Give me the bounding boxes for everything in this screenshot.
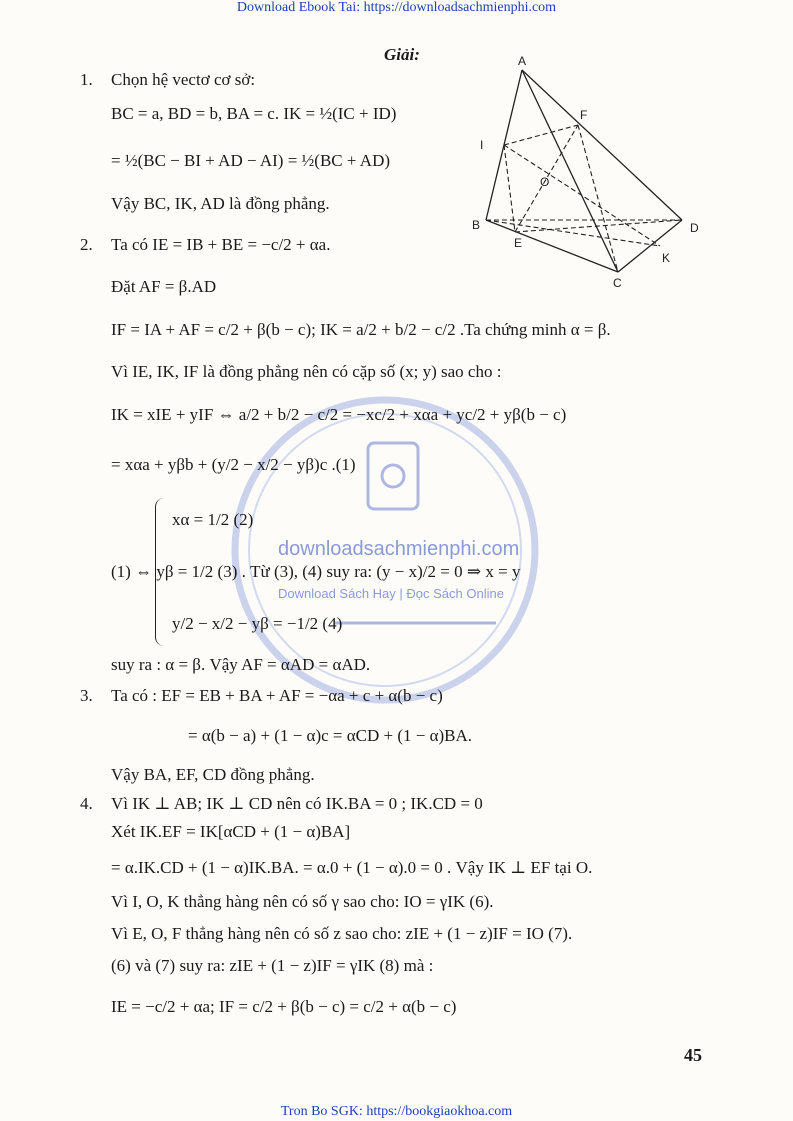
figure-label-d: D xyxy=(690,221,699,235)
solution-line: Ta có IE = IB + BE = −c/2 + αa. xyxy=(111,235,331,254)
item-number-2: 2. xyxy=(80,235,93,254)
figure-label-e: E xyxy=(514,236,523,250)
solution-line: Vậy BC, IK, AD là đồng phẳng. xyxy=(111,194,330,213)
solution-line: y/2 − x/2 − yβ = −1/2 (4) xyxy=(172,614,343,633)
solution-line: (6) và (7) suy ra: zIE + (1 − z)IF = γIK (8) mà : xyxy=(111,956,434,975)
figure-label-f: F xyxy=(580,108,588,122)
solution-line: = xαa + yβb + (y/2 − x/2 − yβ)c .(1) xyxy=(111,455,356,474)
figure-label-b: B xyxy=(472,218,481,232)
item-number-3: 3. xyxy=(80,686,93,705)
figure-label-a: A xyxy=(518,54,527,68)
solution-line: Vì IK ⊥ AB; IK ⊥ CD nên có IK.BA = 0 ; IK.CD = 0 xyxy=(111,794,483,813)
tetrahedron-figure xyxy=(470,52,710,292)
solution-line: Đặt AF = β.AD xyxy=(111,277,217,296)
page-number: 45 xyxy=(684,1045,702,1065)
solution-line: BC = a, BD = b, BA = c. IK = ½(IC + ID) xyxy=(111,104,397,123)
figure-label-i: I xyxy=(480,138,484,152)
solution-line: Chọn hệ vectơ cơ sở: xyxy=(111,70,256,89)
solution-title: Giải: xyxy=(384,45,420,64)
page-footer-link[interactable]: Tron Bo SGK: https://bookgiaokhoa.com xyxy=(280,1104,513,1119)
solution-line: = ½(BC − BI + AD − AI) = ½(BC + AD) xyxy=(111,151,391,170)
solution-line: IK = xIE + yIF ⇔ a/2 + b/2 − c/2 = −xc/2 + xαa + yc/2 + yβ(b − c) xyxy=(111,405,567,424)
solution-line: IF = IA + AF = c/2 + β(b − c); IK = a/2 + b/2 − c/2 .Ta chứng minh α = β. xyxy=(111,320,611,339)
solution-line: xα = 1/2 (2) xyxy=(172,510,254,529)
figure-label-o: O xyxy=(540,175,550,189)
solution-line: Vì E, O, F thẳng hàng nên có số z sao cho: zIE + (1 − z)IF = IO (7). xyxy=(111,924,573,943)
solution-line: (1) ⇔ yβ = 1/2 (3) . Từ (3), (4) suy ra: (y − x)/2 = 0 ⇒ x = y xyxy=(111,562,521,581)
watermark-site: downloadsachmienphi.com xyxy=(278,538,520,560)
solution-line: Ta có : EF = EB + BA + AF = −αa + c + α(b − c) xyxy=(111,686,443,705)
item-number-4: 4. xyxy=(80,794,93,813)
solution-line: Vậy BA, EF, CD đồng phẳng. xyxy=(111,765,315,784)
figure-label-k: K xyxy=(662,251,671,265)
solution-line: = α.IK.CD + (1 − α)IK.BA. = α.0 + (1 − α).0 = 0 . Vậy IK ⊥ EF tại O. xyxy=(111,858,593,877)
solution-line: suy ra : α = β. Vậy AF = αAD = αAD. xyxy=(111,655,371,674)
solution-line: IE = −c/2 + αa; IF = c/2 + β(b − c) = c/2 + α(b − c) xyxy=(111,997,457,1016)
solution-line: Xét IK.EF = IK[αCD + (1 − α)BA] xyxy=(111,822,351,841)
solution-line: Vì I, O, K thẳng hàng nên có số γ sao cho: IO = γIK (6). xyxy=(111,892,494,911)
page-header-link[interactable]: Download Ebook Tai: https://downloadsachmienphi.com xyxy=(236,0,557,15)
solution-line: Vì IE, IK, IF là đồng phẳng nên có cặp số (x; y) sao cho : xyxy=(111,362,502,381)
figure-label-c: C xyxy=(613,276,622,290)
item-number-1: 1. xyxy=(80,70,93,89)
watermark-tagline: Download Sách Hay | Đọc Sách Online xyxy=(278,586,504,601)
solution-line: = α(b − a) + (1 − α)c = αCD + (1 − α)BA. xyxy=(188,726,473,745)
